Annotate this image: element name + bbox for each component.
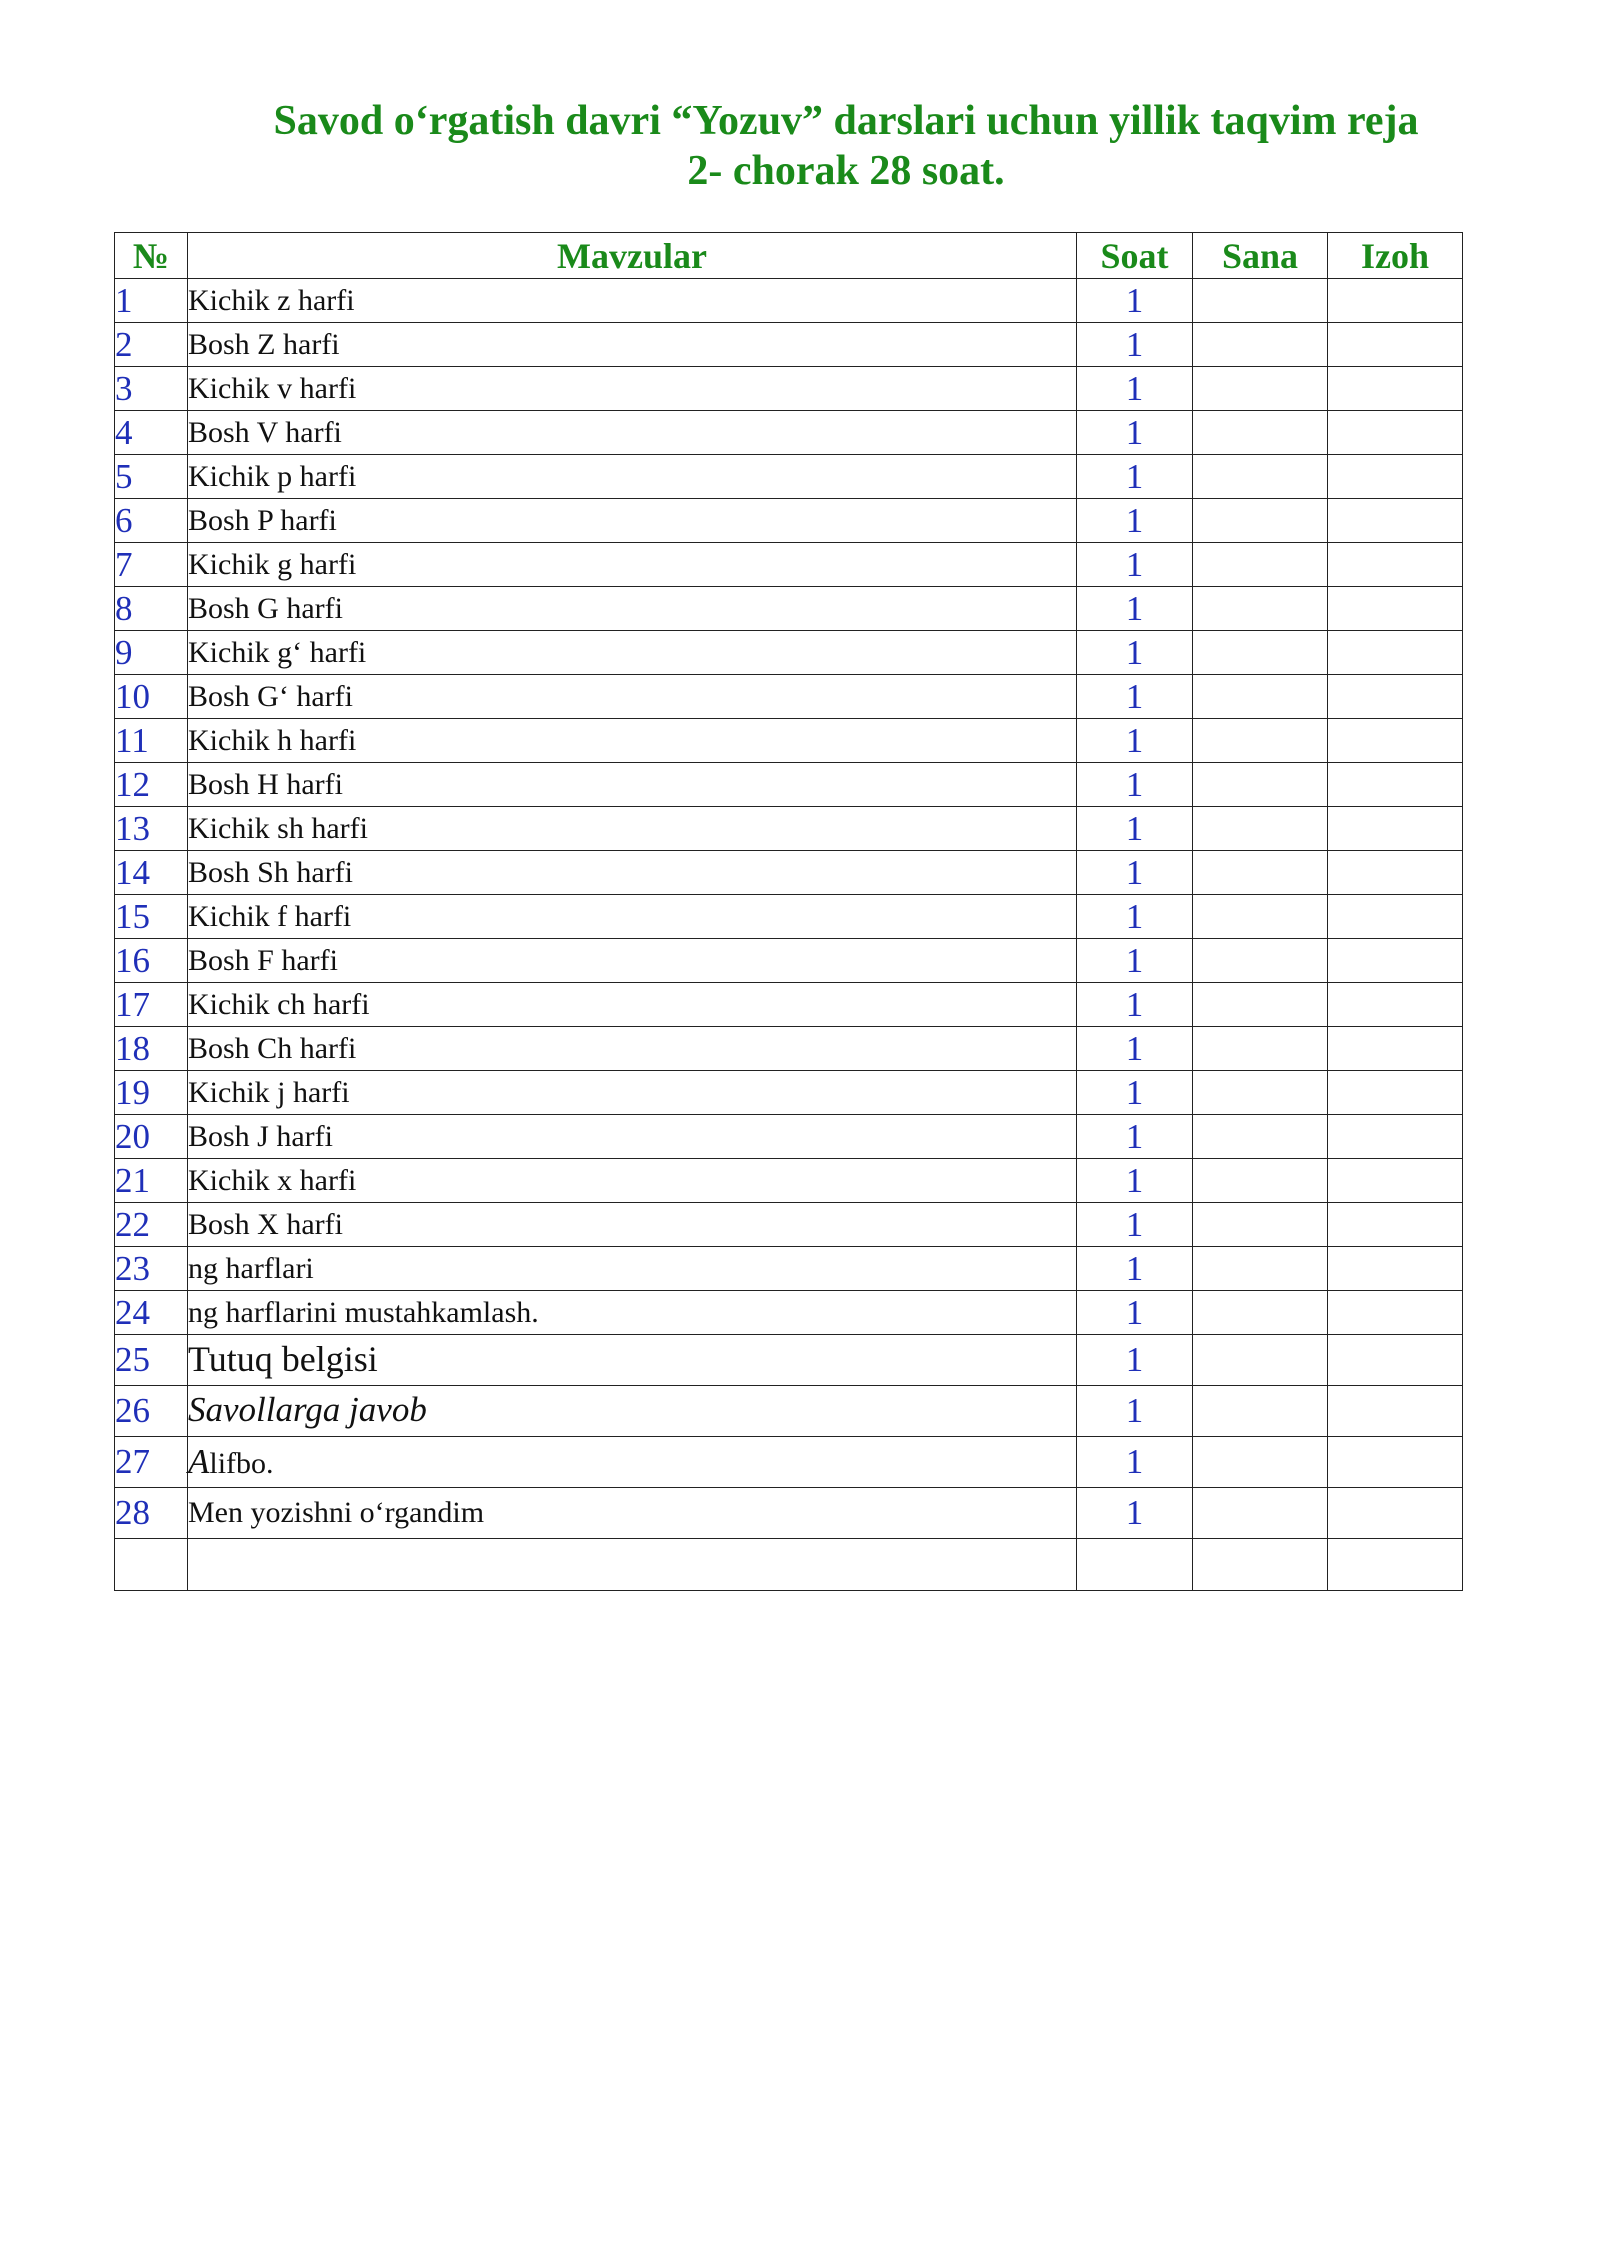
row-hours: 1 bbox=[1077, 1203, 1193, 1247]
row-hours: 1 bbox=[1077, 367, 1193, 411]
header-note: Izoh bbox=[1328, 233, 1463, 279]
row-date-cell bbox=[1193, 323, 1328, 367]
row-topic: Kichik p harfi bbox=[188, 455, 1077, 499]
table-row bbox=[115, 1027, 1463, 1071]
table-header-row bbox=[115, 233, 1463, 279]
row-number: 24 bbox=[115, 1291, 188, 1335]
row-number: 18 bbox=[115, 1027, 188, 1071]
row-note-cell bbox=[1328, 587, 1463, 631]
row-hours: 1 bbox=[1077, 763, 1193, 807]
table-row bbox=[115, 1291, 1463, 1335]
row-number: 10 bbox=[115, 675, 188, 719]
row-number: 15 bbox=[115, 895, 188, 939]
row-number: 7 bbox=[115, 543, 188, 587]
row-number: 12 bbox=[115, 763, 188, 807]
row-topic: Bosh Ch harfi bbox=[188, 1027, 1077, 1071]
row-topic: Kichik g harfi bbox=[188, 543, 1077, 587]
row-hours: 1 bbox=[1077, 895, 1193, 939]
row-date-cell bbox=[1193, 1291, 1328, 1335]
row-topic: Kichik h harfi bbox=[188, 719, 1077, 763]
row-topic: Tutuq belgisi bbox=[188, 1335, 1077, 1386]
header-date: Sana bbox=[1193, 233, 1328, 279]
row-date-cell bbox=[1193, 939, 1328, 983]
row-note-cell bbox=[1328, 1115, 1463, 1159]
row-note-cell bbox=[1328, 323, 1463, 367]
row-note-cell bbox=[1328, 763, 1463, 807]
row-hours: 1 bbox=[1077, 1027, 1193, 1071]
row-number: 11 bbox=[115, 719, 188, 763]
table-row bbox=[115, 587, 1463, 631]
table-row bbox=[115, 895, 1463, 939]
row-number: 28 bbox=[115, 1488, 188, 1539]
row-topic: ng harflari bbox=[188, 1247, 1077, 1291]
row-note-cell bbox=[1328, 895, 1463, 939]
row-topic-rest: lifbo. bbox=[209, 1447, 274, 1480]
table-row bbox=[115, 279, 1463, 323]
table-row bbox=[115, 367, 1463, 411]
row-date-cell bbox=[1193, 1071, 1328, 1115]
row-number: 2 bbox=[115, 323, 188, 367]
row-number: 3 bbox=[115, 367, 188, 411]
row-hours: 1 bbox=[1077, 411, 1193, 455]
row-note-cell bbox=[1328, 543, 1463, 587]
row-date-cell bbox=[1193, 983, 1328, 1027]
row-date-cell bbox=[1193, 455, 1328, 499]
row-date-cell bbox=[1193, 279, 1328, 323]
row-hours: 1 bbox=[1077, 1386, 1193, 1437]
row-note-cell bbox=[1328, 939, 1463, 983]
row-topic: Bosh X harfi bbox=[188, 1203, 1077, 1247]
row-topic: ng harflarini mustahkamlash. bbox=[188, 1291, 1077, 1335]
row-note-cell bbox=[1328, 1335, 1463, 1386]
header-number: № bbox=[115, 233, 188, 279]
table-row bbox=[115, 499, 1463, 543]
table-row bbox=[115, 763, 1463, 807]
row-topic: Bosh Sh harfi bbox=[188, 851, 1077, 895]
table-row bbox=[115, 631, 1463, 675]
row-date-cell bbox=[1193, 851, 1328, 895]
row-topic: Bosh F harfi bbox=[188, 939, 1077, 983]
row-number: 17 bbox=[115, 983, 188, 1027]
row-number: 26 bbox=[115, 1386, 188, 1437]
row-number: 25 bbox=[115, 1335, 188, 1386]
row-hours: 1 bbox=[1077, 939, 1193, 983]
row-number: 21 bbox=[115, 1159, 188, 1203]
row-topic: Men yozishni o‘rgandim bbox=[188, 1488, 1077, 1539]
row-date-cell bbox=[1193, 1115, 1328, 1159]
row-date-cell bbox=[1193, 1159, 1328, 1203]
row-date-cell bbox=[1193, 1247, 1328, 1291]
row-note-cell bbox=[1328, 1386, 1463, 1437]
title-line-2: 2- chorak 28 soat. bbox=[687, 148, 1005, 194]
table-row bbox=[115, 807, 1463, 851]
row-hours: 1 bbox=[1077, 1335, 1193, 1386]
row-note-cell bbox=[1328, 1247, 1463, 1291]
row-number: 19 bbox=[115, 1071, 188, 1115]
row-topic: Bosh Z harfi bbox=[188, 323, 1077, 367]
row-number: 8 bbox=[115, 587, 188, 631]
table-row bbox=[115, 1386, 1463, 1437]
row-note-cell bbox=[1328, 807, 1463, 851]
row-hours: 1 bbox=[1077, 983, 1193, 1027]
row-hours: 1 bbox=[1077, 675, 1193, 719]
table-row bbox=[115, 1335, 1463, 1386]
row-topic: Bosh G‘ harfi bbox=[188, 675, 1077, 719]
table-row bbox=[115, 1115, 1463, 1159]
empty-cell bbox=[188, 1539, 1077, 1591]
empty-cell bbox=[115, 1539, 188, 1591]
row-number: 6 bbox=[115, 499, 188, 543]
row-topic: Kichik f harfi bbox=[188, 895, 1077, 939]
row-number: 13 bbox=[115, 807, 188, 851]
row-number: 9 bbox=[115, 631, 188, 675]
row-hours: 1 bbox=[1077, 1247, 1193, 1291]
row-date-cell bbox=[1193, 587, 1328, 631]
row-date-cell bbox=[1193, 367, 1328, 411]
row-hours: 1 bbox=[1077, 1437, 1193, 1488]
row-number: 14 bbox=[115, 851, 188, 895]
table-row bbox=[115, 411, 1463, 455]
header-hours: Soat bbox=[1077, 233, 1193, 279]
empty-cell bbox=[1077, 1539, 1193, 1591]
row-date-cell bbox=[1193, 895, 1328, 939]
row-hours: 1 bbox=[1077, 1159, 1193, 1203]
row-hours: 1 bbox=[1077, 631, 1193, 675]
row-note-cell bbox=[1328, 1291, 1463, 1335]
row-hours: 1 bbox=[1077, 719, 1193, 763]
row-number: 4 bbox=[115, 411, 188, 455]
row-topic: Bosh G harfi bbox=[188, 587, 1077, 631]
empty-cell bbox=[1193, 1539, 1328, 1591]
row-date-cell bbox=[1193, 675, 1328, 719]
lesson-plan-table bbox=[114, 232, 1463, 1591]
row-topic: Kichik g‘ harfi bbox=[188, 631, 1077, 675]
table-row bbox=[115, 323, 1463, 367]
row-note-cell bbox=[1328, 455, 1463, 499]
row-date-cell bbox=[1193, 1335, 1328, 1386]
row-number: 1 bbox=[115, 279, 188, 323]
row-topic: Kichik ch harfi bbox=[188, 983, 1077, 1027]
row-date-cell bbox=[1193, 719, 1328, 763]
row-note-cell bbox=[1328, 631, 1463, 675]
row-hours: 1 bbox=[1077, 587, 1193, 631]
table-row bbox=[115, 1488, 1463, 1539]
document-title bbox=[0, 96, 1600, 196]
table-row bbox=[115, 719, 1463, 763]
row-note-cell bbox=[1328, 675, 1463, 719]
table-row bbox=[115, 1071, 1463, 1115]
row-date-cell bbox=[1193, 1488, 1328, 1539]
row-number: 16 bbox=[115, 939, 188, 983]
row-hours: 1 bbox=[1077, 1071, 1193, 1115]
row-topic bbox=[188, 1437, 1077, 1488]
header-topics: Mavzular bbox=[188, 233, 1077, 279]
table-row-empty bbox=[115, 1539, 1463, 1591]
table-row bbox=[115, 939, 1463, 983]
row-date-cell bbox=[1193, 1386, 1328, 1437]
title-line-1: Savod o‘rgatish davri “Yozuv” darslari uchun yillik taqvim reja bbox=[273, 98, 1419, 144]
row-topic: Bosh H harfi bbox=[188, 763, 1077, 807]
row-topic: Bosh J harfi bbox=[188, 1115, 1077, 1159]
row-date-cell bbox=[1193, 1437, 1328, 1488]
table-row bbox=[115, 983, 1463, 1027]
row-date-cell bbox=[1193, 499, 1328, 543]
row-date-cell bbox=[1193, 1027, 1328, 1071]
row-note-cell bbox=[1328, 411, 1463, 455]
table-row bbox=[115, 851, 1463, 895]
table-row bbox=[115, 1203, 1463, 1247]
row-hours: 1 bbox=[1077, 1291, 1193, 1335]
row-note-cell bbox=[1328, 1437, 1463, 1488]
row-date-cell bbox=[1193, 543, 1328, 587]
table-row bbox=[115, 1437, 1463, 1488]
table-row bbox=[115, 675, 1463, 719]
row-number: 5 bbox=[115, 455, 188, 499]
table-row bbox=[115, 1247, 1463, 1291]
row-topic: Kichik v harfi bbox=[188, 367, 1077, 411]
row-topic-initial: A bbox=[188, 1442, 210, 1481]
row-number: 23 bbox=[115, 1247, 188, 1291]
row-note-cell bbox=[1328, 1203, 1463, 1247]
row-note-cell bbox=[1328, 279, 1463, 323]
row-note-cell bbox=[1328, 851, 1463, 895]
row-note-cell bbox=[1328, 367, 1463, 411]
row-note-cell bbox=[1328, 1488, 1463, 1539]
table-row bbox=[115, 1159, 1463, 1203]
row-hours: 1 bbox=[1077, 279, 1193, 323]
row-number: 20 bbox=[115, 1115, 188, 1159]
table-row bbox=[115, 543, 1463, 587]
row-note-cell bbox=[1328, 1159, 1463, 1203]
table-row bbox=[115, 455, 1463, 499]
row-topic: Kichik sh harfi bbox=[188, 807, 1077, 851]
row-date-cell bbox=[1193, 807, 1328, 851]
row-topic: Kichik z harfi bbox=[188, 279, 1077, 323]
row-note-cell bbox=[1328, 499, 1463, 543]
row-number: 27 bbox=[115, 1437, 188, 1488]
row-topic: Kichik j harfi bbox=[188, 1071, 1077, 1115]
row-topic: Savollarga javob bbox=[188, 1386, 1077, 1437]
row-hours: 1 bbox=[1077, 323, 1193, 367]
row-date-cell bbox=[1193, 411, 1328, 455]
row-note-cell bbox=[1328, 983, 1463, 1027]
row-hours: 1 bbox=[1077, 1488, 1193, 1539]
row-note-cell bbox=[1328, 1071, 1463, 1115]
row-hours: 1 bbox=[1077, 543, 1193, 587]
row-date-cell bbox=[1193, 763, 1328, 807]
row-note-cell bbox=[1328, 719, 1463, 763]
row-topic: Kichik x harfi bbox=[188, 1159, 1077, 1203]
row-hours: 1 bbox=[1077, 455, 1193, 499]
row-date-cell bbox=[1193, 631, 1328, 675]
row-date-cell bbox=[1193, 1203, 1328, 1247]
row-hours: 1 bbox=[1077, 1115, 1193, 1159]
row-hours: 1 bbox=[1077, 807, 1193, 851]
row-hours: 1 bbox=[1077, 499, 1193, 543]
row-hours: 1 bbox=[1077, 851, 1193, 895]
row-note-cell bbox=[1328, 1027, 1463, 1071]
row-topic: Bosh V harfi bbox=[188, 411, 1077, 455]
row-number: 22 bbox=[115, 1203, 188, 1247]
empty-cell bbox=[1328, 1539, 1463, 1591]
row-topic: Bosh P harfi bbox=[188, 499, 1077, 543]
